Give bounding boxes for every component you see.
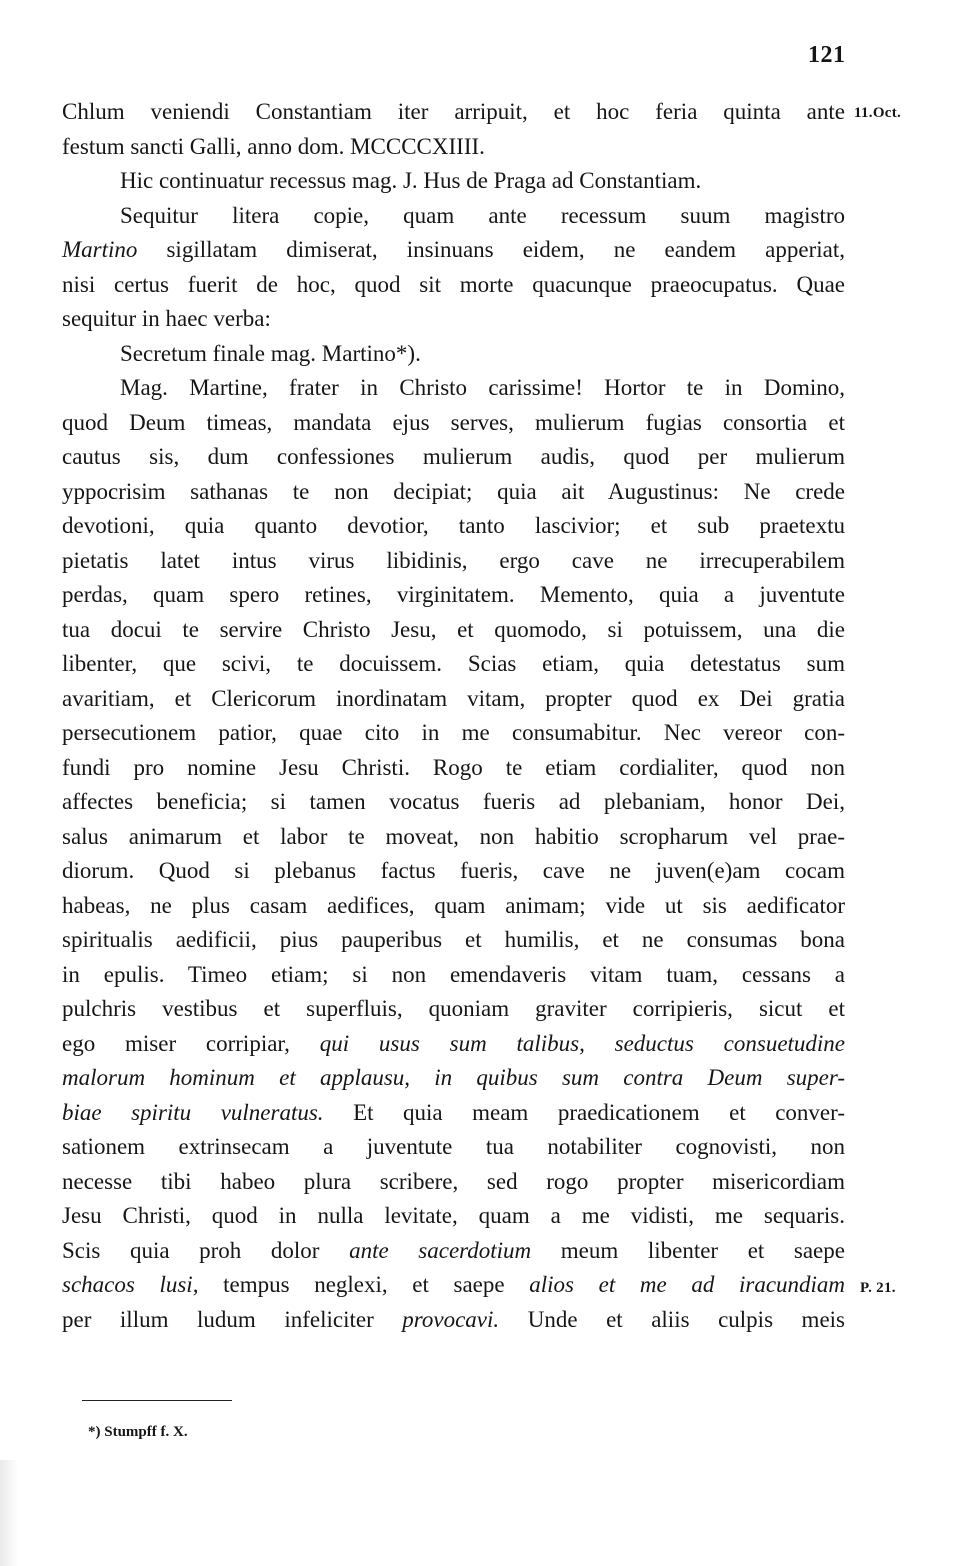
text-line: habeas, ne plus casam aedifices, quam animam; vide ut sis aedificator (62, 892, 845, 918)
text-line: necesse tibi habeo plura scribere, sed rogo propter misericordiam (62, 1168, 845, 1194)
text-line: Mag. Martine, frater in Christo carissime! Hortor te in Domino, (120, 375, 845, 400)
text-fragment: sigillatam dimiserat, insinuans eidem, ne eandem apperiat, (137, 237, 845, 262)
text-line: perdas, quam spero retines, virginitatem. Memento, quia a juventute (62, 582, 845, 607)
text-line: pulchris vestibus et superfluis, quoniam graviter corripieris, sicut et (62, 996, 845, 1021)
text-line: spiritualis aedificii, pius pauperibus et humilis, et ne consumas bona (62, 927, 845, 952)
italic-fragment: provocavi. (402, 1306, 500, 1332)
text-fragment: Unde et aliis culpis meis (527, 1306, 845, 1332)
text-line: fundi pro nomine Jesu Christi. Rogo te etiam cordialiter, quod non (62, 754, 845, 780)
text-fragment: tempus neglexi, et saepe (223, 1272, 505, 1297)
text-line: diorum. Quod si plebanus factus fueris, cave ne juven(e)am cocam (62, 858, 845, 883)
italic-fragment: ante sacerdotium (349, 1237, 532, 1263)
text-line: pietatis latet intus virus libidinis, ergo cave ne irrecuperabilem (62, 547, 845, 573)
text-line (62, 1303, 845, 1338)
text-line (62, 1027, 845, 1062)
text-line: affectes beneficia; si tamen vocatus fueris ad plebaniam, honor Dei, (62, 789, 845, 814)
text-line: yppocrisim sathanas te non decipiat; quia ait Augustinus: Ne crede (62, 478, 845, 504)
text-line: malorum hominum et applausu, in quibus sum contra Deum super- (62, 1065, 845, 1090)
footnote: *) Stumpff f. X. (88, 1424, 188, 1440)
letter-heading: Secretum finale mag. Martino*). (120, 340, 421, 366)
text-line: festum sancti Galli, anno dom. MCCCCXIIII. (62, 133, 485, 159)
scan-edge-mark (0, 1460, 18, 1566)
text-line: in epulis. Timeo etiam; si non emendaveris vitam tuam, cessans a (62, 961, 845, 987)
page-number: 121 (808, 42, 846, 68)
text-line (62, 1234, 845, 1269)
text-line: Hic continuatur recessus mag. J. Hus de Praga ad Constantiam. (120, 168, 702, 193)
text-line: cautus sis, dum confessiones mulierum audis, quod per mulierum (62, 444, 845, 469)
text-line: sequitur in haec verba: (62, 306, 271, 331)
footnote-rule (82, 1400, 232, 1401)
text-line: salus animarum et labor te moveat, non habitio scropharum vel prae- (62, 823, 845, 849)
text-fragment: Et quia meam praedicationem et conver- (353, 1099, 845, 1125)
text-line (62, 233, 845, 268)
margin-note-page-ref: P. 21. (860, 1280, 896, 1296)
text-line: devotioni, quia quanto devotior, tanto lascivior; et sub praetextu (62, 513, 845, 538)
text-line: Jesu Christi, quod in nulla levitate, quam a me vidisti, me sequaris. (62, 1203, 845, 1228)
text-line: nisi certus fuerit de hoc, quod sit morte quacunque praeocupatus. Quae (62, 271, 845, 297)
italic-fragment: alios et me ad iracundiam (529, 1272, 846, 1297)
text-line (62, 1096, 845, 1131)
text-line: Chlum veniendi Constantiam iter arripuit, et hoc feria quinta ante (62, 99, 845, 124)
text-line: Sequitur litera copie, quam ante recessum suum magistro (120, 202, 845, 228)
text-line (62, 1268, 845, 1303)
main-text (62, 95, 845, 1337)
margin-note-date: 11.Oct. (854, 105, 902, 121)
text-line: persecutionem patior, quae cito in me consumabitur. Nec vereor con- (62, 720, 845, 745)
text-line: quod Deum timeas, mandata ejus serves, mulierum fugias consortia et (62, 409, 845, 435)
text-fragment: meum libenter et saepe (560, 1237, 845, 1263)
text-line: libenter, que scivi, te docuissem. Scias etiam, quia detestatus sum (62, 651, 845, 676)
italic-fragment: biae spiritu vulneratus. (62, 1099, 324, 1125)
text-fragment: per illum ludum infeliciter (62, 1306, 374, 1332)
text-line: avaritiam, et Clericorum inordinatam vitam, propter quod ex Dei gratia (62, 685, 845, 711)
italic-fragment: schacos lusi, (62, 1272, 199, 1297)
text-fragment: ego miser corripiar, (62, 1030, 290, 1056)
name-martino: Martino (62, 237, 138, 262)
text-line: tua docui te servire Christo Jesu, et quomodo, si potuissem, una die (62, 616, 845, 642)
text-line: sationem extrinsecam a juventute tua notabiliter cognovisti, non (62, 1134, 845, 1159)
italic-fragment: qui usus sum talibus, seductus consuetudine (319, 1030, 846, 1056)
text-fragment: Scis quia proh dolor (62, 1237, 320, 1263)
